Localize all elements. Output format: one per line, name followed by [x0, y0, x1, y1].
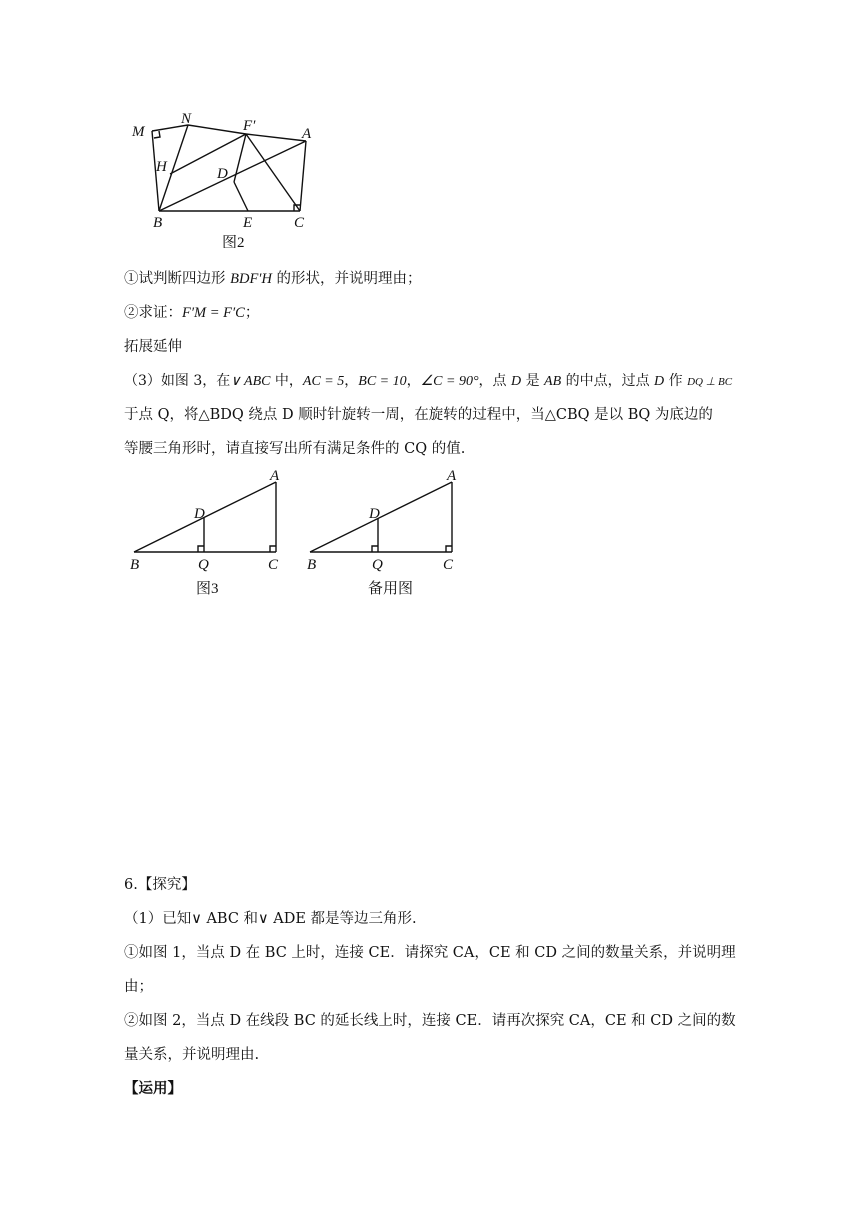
question-6-part-1-1-cont: 由； [124, 979, 153, 995]
label-N: N [181, 111, 192, 127]
question-6-title: 6.【探究】 [124, 877, 196, 893]
fig3-label-A: A [270, 468, 280, 484]
question-6-part-1-2-cont: 量关系，并说明理由. [124, 1047, 260, 1063]
label-B: B [153, 215, 163, 231]
fig3-label-Q: Q [198, 557, 209, 573]
backup-figure-caption: 备用图 [368, 581, 414, 597]
backup-label-B: B [307, 557, 317, 573]
label-M: M [132, 124, 145, 140]
section-use-heading: 【运用】 [124, 1080, 182, 1097]
backup-label-A: A [447, 468, 457, 484]
question-3-line-3: 等腰三角形时，请直接写出所有满足条件的 CQ 的值. [124, 441, 466, 457]
fig3-label-C: C [268, 557, 279, 573]
figure-backup [306, 466, 476, 600]
fig3-label-B: B [130, 557, 140, 573]
label-H: H [156, 159, 167, 175]
figure-3 [126, 466, 296, 600]
question-2-1: ①试判断四边形 BDF′H 的形状，并说明理由； [124, 271, 422, 287]
label-A: A [302, 126, 312, 142]
section-extend-heading: 拓展延伸 [124, 339, 182, 355]
fig3-label-D: D [194, 506, 205, 522]
figure-2-caption: 图2 [222, 235, 245, 248]
question-6-part-1-1: ①如图 1，当点 D 在 BC 上时，连接 CE．请探究 CA，CE 和 CD 之间的数量关系，并说明理 [124, 945, 736, 961]
backup-label-D: D [369, 506, 380, 522]
backup-label-C: C [443, 557, 454, 573]
label-E: E [243, 215, 253, 231]
backup-label-Q: Q [372, 557, 383, 573]
question-6-part-1: （1）已知∨ ABC 和∨ ADE 都是等边三角形. [124, 911, 417, 927]
question-3-line-2: 于点 Q，将△BDQ 绕点 D 顺时针旋转一周，在旋转的过程中，当△CBQ 是以 BQ 为底边的 [124, 407, 713, 423]
question-2-2: ②求证：F′M = F′C； [124, 305, 260, 321]
question-6-part-1-2: ②如图 2，当点 D 在线段 BC 的延长线上时，连接 CE．请再次探究 CA，CE 和 CD 之间的数 [124, 1013, 736, 1029]
figure-3-caption: 图3 [196, 581, 219, 597]
figure-2 [126, 108, 326, 248]
label-D: D [217, 166, 228, 182]
label-C: C [294, 215, 305, 231]
label-F: F′ [243, 118, 256, 134]
question-3-line-1: （3）如图 3，在∨ ABC 中，AC = 5，BC = 10，∠C = 90°，点 D 是 AB 的中点，过点 D 作 DQ ⊥ BC [124, 373, 733, 389]
